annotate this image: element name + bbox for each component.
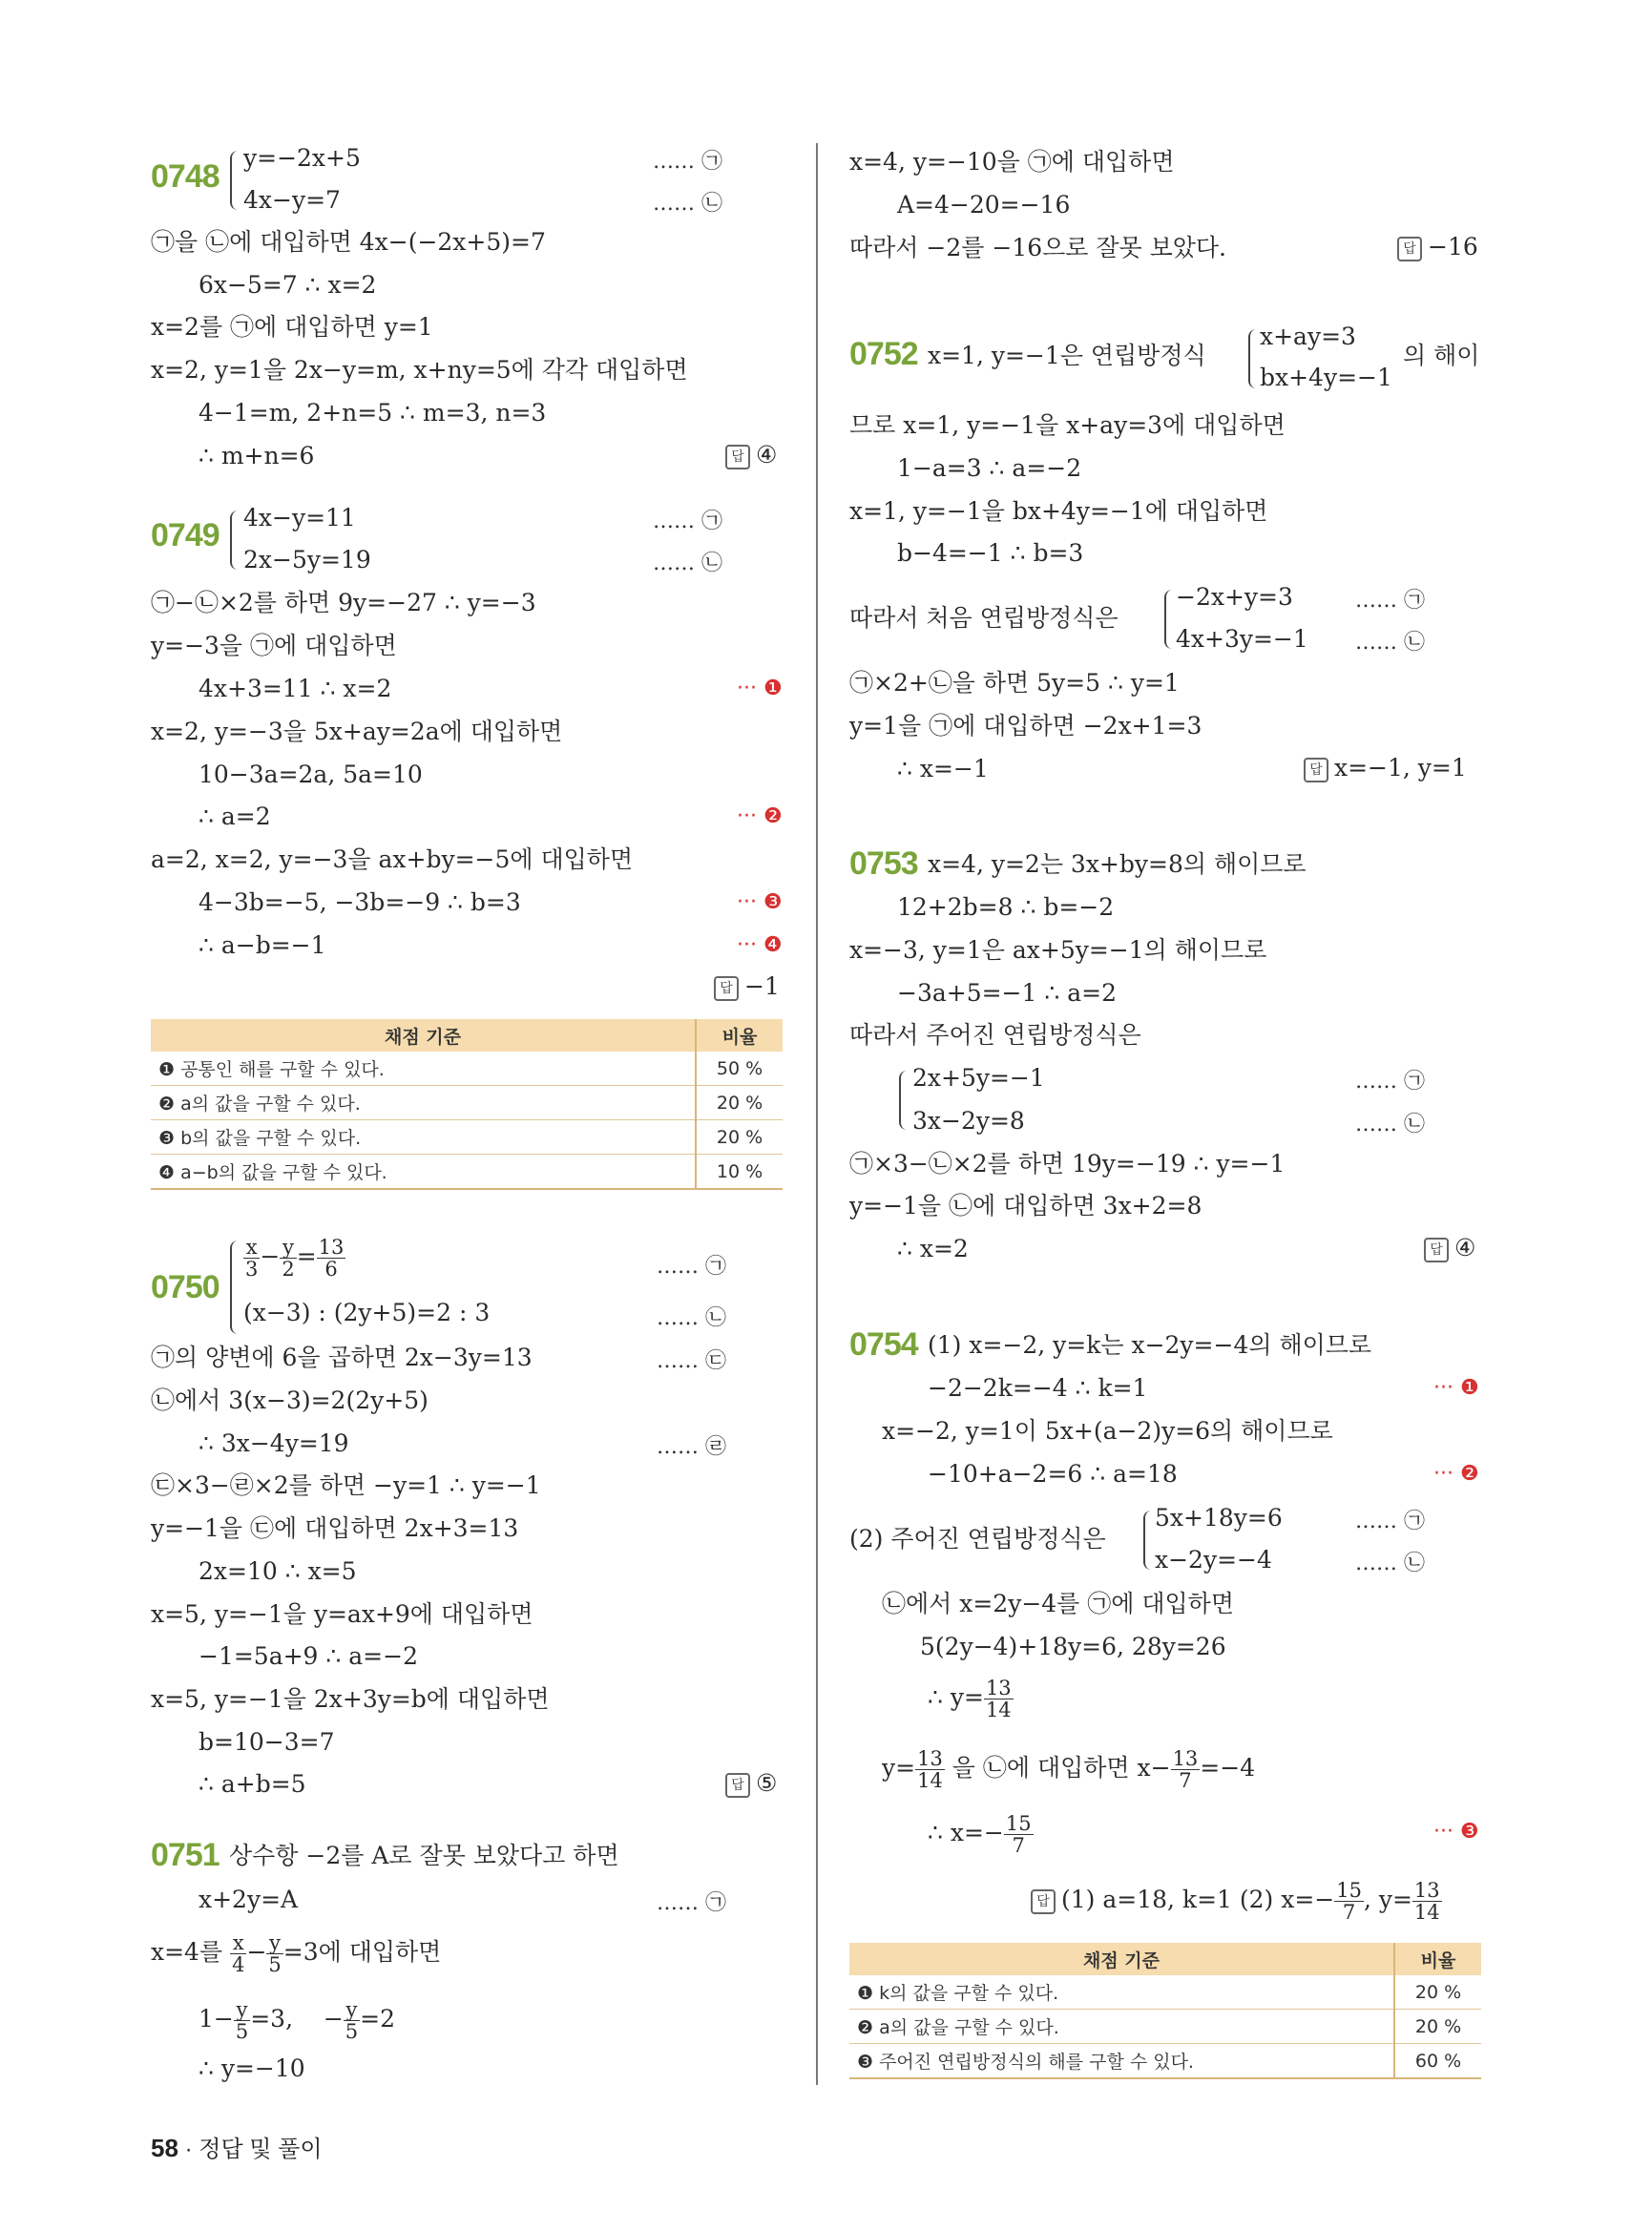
answer-value: x=−1, y=1 bbox=[1334, 754, 1467, 782]
solution-line: 1− $\frac{y}{5}$ =3, − $\frac{y}{5}$ =2 bbox=[199, 1998, 396, 2043]
ratio: 60 % bbox=[1394, 2044, 1481, 2079]
equation-tag: …… ㉡ bbox=[653, 192, 722, 216]
equation-tag: …… ㉠ bbox=[657, 1891, 726, 1915]
step-marker-1: ··· ❶ bbox=[1433, 1376, 1479, 1400]
solution-line: ㉢×3−㉣×2를 하면 −y=1 ∴ y=−1 bbox=[151, 1471, 541, 1499]
solution-line: x=4, y=2는 3x+by=8의 해이므로 bbox=[928, 850, 1307, 878]
page-number: 58 bbox=[151, 2134, 178, 2162]
criterion: ❸ 주어진 연립방정식의 해를 구할 수 있다. bbox=[849, 2044, 1394, 2079]
system-brace bbox=[230, 151, 240, 210]
fraction: $\frac{13}{14}$ bbox=[1413, 1879, 1440, 1924]
equation: bx+4y=−1 bbox=[1260, 364, 1392, 391]
equation-tag: …… ㉡ bbox=[653, 552, 722, 575]
problem-number-0748: 0748 bbox=[151, 158, 220, 195]
page-footer bbox=[151, 2130, 323, 2163]
solution-line: 의 해이 bbox=[1403, 342, 1480, 369]
solution-line: ∴ a−b=−1 bbox=[199, 931, 326, 959]
equation: 2x+5y=−1 bbox=[912, 1064, 1045, 1092]
solution-line: ㉡에서 x=2y−4를 ㉠에 대입하면 bbox=[882, 1590, 1234, 1617]
solution-line: x=−3, y=1은 ax+5y=−1의 해이므로 bbox=[849, 936, 1267, 964]
solution-line: (1) x=−2, y=k는 x−2y=−4의 해이므로 bbox=[928, 1331, 1372, 1359]
equation-tag: …… ㉠ bbox=[1355, 1510, 1425, 1533]
equation: y=−2x+5 bbox=[243, 144, 361, 172]
solution-line: y=−1을 ㉢에 대입하면 2x+3=13 bbox=[151, 1514, 519, 1542]
solution-line: 1−a=3 ∴ a=−2 bbox=[897, 454, 1082, 482]
solution-line: ∴ x=2 bbox=[897, 1235, 969, 1262]
equation: (x−3) : (2y+5)=2 : 3 bbox=[243, 1299, 491, 1326]
ratio: 50 % bbox=[696, 1052, 783, 1086]
fraction: $\frac{15}{7}$ bbox=[1336, 1879, 1362, 1924]
solution-line: a=2, x=2, y=−3을 ax+by=−5에 대입하면 bbox=[151, 845, 634, 873]
step-marker-2: ··· ❷ bbox=[1433, 1462, 1479, 1486]
fraction: $\frac{y}{5}$ bbox=[268, 1931, 282, 1976]
solution-line: b−4=−1 ∴ b=3 bbox=[897, 539, 1084, 567]
fraction: $\frac{13}{14}$ bbox=[917, 1747, 943, 1792]
solution-line: ∴ a+b=5 bbox=[199, 1770, 306, 1798]
fraction: $\frac{x}{3}$ bbox=[245, 1236, 259, 1281]
criterion: ❷ a의 값을 구할 수 있다. bbox=[849, 2010, 1394, 2044]
equation: $\frac{x}{3}$ − $\frac{y}{2}$ = $\frac{13}{6}$ bbox=[245, 1236, 345, 1281]
answer bbox=[714, 972, 780, 1001]
equation: 5x+18y=6 bbox=[1155, 1504, 1283, 1532]
problem-number-0752: 0752 bbox=[849, 336, 918, 372]
equation: 4x+3y=−1 bbox=[1176, 625, 1308, 653]
solution-line: ㉠×2+㉡을 하면 5y=5 ∴ y=1 bbox=[849, 669, 1180, 697]
equation-tag: …… ㉠ bbox=[1355, 589, 1425, 613]
equation-tag: …… ㉠ bbox=[653, 150, 722, 174]
table-header: 채점 기준 bbox=[849, 1943, 1394, 1975]
table-header: 채점 기준 bbox=[151, 1019, 696, 1052]
solution-line: ∴ a=2 bbox=[199, 803, 271, 830]
answer bbox=[725, 1769, 777, 1798]
solution-line: ∴ m+n=6 bbox=[199, 442, 315, 469]
solution-line: ㉠을 ㉡에 대입하면 4x−(−2x+5)=7 bbox=[151, 228, 546, 256]
system-brace bbox=[1164, 590, 1174, 649]
solution-line: ∴ 3x−4y=19 bbox=[199, 1429, 349, 1457]
solution-line: x=1, y=−1은 연립방정식 bbox=[928, 342, 1206, 369]
equation: x−2y=−4 bbox=[1155, 1546, 1272, 1574]
criterion: ❶ 공통인 해를 구할 수 있다. bbox=[151, 1052, 696, 1086]
solution-line: −10+a−2=6 ∴ a=18 bbox=[928, 1460, 1178, 1488]
table-row bbox=[849, 2044, 1481, 2079]
fraction: $\frac{y}{5}$ bbox=[235, 1998, 249, 2043]
solution-line: y= $\frac{13}{14}$ 을 ㉡에 대입하면 x− $\frac{13}{7}$ =−4 bbox=[882, 1747, 1256, 1792]
equation-tag: …… ㉡ bbox=[1355, 631, 1425, 655]
solution-line: −3a+5=−1 ∴ a=2 bbox=[897, 979, 1117, 1007]
solution-line: ㉡에서 3(x−3)=2(2y+5) bbox=[151, 1387, 429, 1414]
fraction: $\frac{15}{7}$ bbox=[1005, 1812, 1032, 1857]
table-header: 비율 bbox=[696, 1019, 783, 1052]
table-row bbox=[151, 1086, 783, 1120]
problem-number-0753: 0753 bbox=[849, 845, 918, 882]
equation: 2x−5y=19 bbox=[243, 546, 371, 573]
solution-line: −1=5a+9 ∴ a=−2 bbox=[199, 1642, 418, 1670]
table-row bbox=[849, 1975, 1481, 2010]
solution-line: x=−2, y=1이 5x+(a−2)y=6의 해이므로 bbox=[882, 1417, 1333, 1445]
ratio: 10 % bbox=[696, 1155, 783, 1190]
equation-tag: …… ㉡ bbox=[657, 1306, 726, 1330]
table-row bbox=[849, 2010, 1481, 2044]
problem-number-0754: 0754 bbox=[849, 1326, 918, 1363]
answer: 답 (1) a=18, k=1 (2) x=− $\frac{15}{7}$ , y= $\frac{13}{14}$ bbox=[1031, 1880, 1442, 1923]
system-brace bbox=[899, 1071, 909, 1130]
solution-line: ㉠−㉡×2를 하면 9y=−27 ∴ y=−3 bbox=[151, 589, 536, 616]
equation: 4x−y=7 bbox=[243, 186, 341, 214]
solution-line: ∴ x=−1 bbox=[897, 755, 989, 782]
system-brace bbox=[230, 1241, 240, 1334]
criterion: ❹ a−b의 값을 구할 수 있다. bbox=[151, 1155, 696, 1190]
answer-value: ④ bbox=[1454, 1234, 1476, 1261]
equation-tag: …… ㉠ bbox=[657, 1255, 726, 1279]
table-row bbox=[151, 1155, 783, 1190]
equation: −2x+y=3 bbox=[1176, 583, 1293, 611]
answer-icon: 답 bbox=[1304, 758, 1328, 782]
answer-icon: 답 bbox=[1424, 1238, 1449, 1262]
system-brace bbox=[1248, 329, 1258, 388]
solution-line: 따라서 주어진 연립방정식은 bbox=[849, 1021, 1141, 1049]
footer-separator: · bbox=[184, 2137, 193, 2162]
ratio: 20 % bbox=[696, 1120, 783, 1155]
table-header: 비율 bbox=[1394, 1943, 1481, 1975]
answer-icon: 답 bbox=[725, 445, 750, 469]
fraction: $\frac{x}{4}$ bbox=[232, 1931, 245, 1976]
solution-line: 4−1=m, 2+n=5 ∴ m=3, n=3 bbox=[199, 399, 547, 427]
solution-line: 4x+3=11 ∴ x=2 bbox=[199, 675, 392, 702]
equation-tag: …… ㉠ bbox=[1355, 1070, 1425, 1094]
equation-tag: …… ㉠ bbox=[653, 510, 722, 533]
solution-line: x=1, y=−1을 bx+4y=−1에 대입하면 bbox=[849, 497, 1268, 525]
solution-line: x=5, y=−1을 2x+3y=b에 대입하면 bbox=[151, 1685, 550, 1713]
column-divider bbox=[816, 143, 818, 2085]
answer-icon: 답 bbox=[1031, 1889, 1056, 1914]
solution-line: 12+2b=8 ∴ b=−2 bbox=[897, 893, 1115, 921]
solution-line: x=2, y=1을 2x−y=m, x+ny=5에 각각 대입하면 bbox=[151, 356, 688, 384]
answer-value: −1 bbox=[744, 972, 780, 1000]
step-marker-1: ··· ❶ bbox=[737, 677, 783, 700]
equation: x+ay=3 bbox=[1260, 323, 1356, 350]
answer-icon: 답 bbox=[725, 1773, 750, 1798]
equation-tag: …… ㉢ bbox=[657, 1349, 726, 1373]
solution-line: x=4, y=−10을 ㉠에 대입하면 bbox=[849, 148, 1175, 176]
solution-line: 10−3a=2a, 5a=10 bbox=[199, 761, 423, 788]
grading-table bbox=[151, 1019, 783, 1190]
equation: 3x−2y=8 bbox=[912, 1107, 1025, 1135]
solution-line: 5(2y−4)+18y=6, 28y=26 bbox=[920, 1633, 1226, 1660]
solution-line: 6x−5=7 ∴ x=2 bbox=[199, 271, 377, 299]
solution-line: x+2y=A bbox=[199, 1886, 299, 1913]
equation: 4x−y=11 bbox=[243, 504, 356, 532]
criterion: ❷ a의 값을 구할 수 있다. bbox=[151, 1086, 696, 1120]
solution-line: 따라서 −2를 −16으로 잘못 보았다. bbox=[849, 234, 1226, 261]
solution-line: ㉠의 양변에 6을 곱하면 2x−3y=13 bbox=[151, 1344, 533, 1371]
step-marker-2: ··· ❷ bbox=[737, 804, 783, 828]
solution-line: b=10−3=7 bbox=[199, 1728, 335, 1756]
solution-line: 2x=10 ∴ x=5 bbox=[199, 1557, 357, 1585]
grading-table bbox=[849, 1943, 1481, 2079]
table-row bbox=[151, 1120, 783, 1155]
solution-line: A=4−20=−16 bbox=[897, 191, 1071, 219]
system-brace bbox=[1143, 1511, 1153, 1570]
step-marker-3: ··· ❸ bbox=[1433, 1820, 1479, 1844]
answer-value: ④ bbox=[756, 441, 778, 469]
answer-icon: 답 bbox=[714, 976, 739, 1001]
solution-line: y=−1을 ㉡에 대입하면 3x+2=8 bbox=[849, 1192, 1202, 1220]
equation-tag: …… ㉡ bbox=[1355, 1113, 1425, 1136]
ratio: 20 % bbox=[1394, 2010, 1481, 2044]
table-row bbox=[151, 1052, 783, 1086]
solution-line: 상수항 −2를 A로 잘못 보았다고 하면 bbox=[229, 1842, 619, 1869]
solution-line: ∴ y=−10 bbox=[199, 2054, 305, 2082]
solution-line: ㉠×3−㉡×2를 하면 19y=−19 ∴ y=−1 bbox=[849, 1150, 1286, 1178]
fraction: $\frac{y}{5}$ bbox=[345, 1998, 359, 2043]
solution-line: x=2를 ㉠에 대입하면 y=1 bbox=[151, 313, 433, 341]
solution-line: 4−3b=−5, −3b=−9 ∴ b=3 bbox=[199, 888, 521, 916]
answer bbox=[1424, 1234, 1475, 1262]
step-marker-3: ··· ❸ bbox=[737, 890, 783, 914]
equation-tag: …… ㉣ bbox=[657, 1435, 726, 1459]
fraction: $\frac{y}{2}$ bbox=[282, 1236, 295, 1281]
answer bbox=[1304, 754, 1467, 782]
footer-title: 정답 및 풀이 bbox=[199, 2137, 323, 2162]
solution-line: x=5, y=−1을 y=ax+9에 대입하면 bbox=[151, 1600, 533, 1628]
answer bbox=[1397, 233, 1478, 261]
solution-line: x=2, y=−3을 5x+ay=2a에 대입하면 bbox=[151, 718, 563, 745]
solution-line: ∴ y= $\frac{13}{14}$ bbox=[928, 1677, 1012, 1721]
solution-line: y=−3을 ㉠에 대입하면 bbox=[151, 632, 397, 659]
solution-line: −2−2k=−4 ∴ k=1 bbox=[928, 1374, 1148, 1402]
fraction: $\frac{13}{6}$ bbox=[318, 1236, 345, 1281]
criterion: ❸ b의 값을 구할 수 있다. bbox=[151, 1120, 696, 1155]
problem-number-0749: 0749 bbox=[151, 517, 220, 553]
fraction: $\frac{13}{7}$ bbox=[1172, 1747, 1199, 1792]
ratio: 20 % bbox=[696, 1086, 783, 1120]
fraction: $\frac{13}{14}$ bbox=[985, 1677, 1012, 1721]
solution-line: x=4를 $\frac{x}{4}$ − $\frac{y}{5}$ =3에 대입하면 bbox=[151, 1931, 442, 1976]
solution-line: 따라서 처음 연립방정식은 bbox=[849, 604, 1119, 632]
answer bbox=[725, 441, 777, 469]
solution-line: (2) 주어진 연립방정식은 bbox=[849, 1525, 1106, 1553]
solution-line: 므로 x=1, y=−1을 x+ay=3에 대입하면 bbox=[849, 411, 1286, 439]
equation-tag: …… ㉡ bbox=[1355, 1552, 1425, 1575]
solution-line: y=1을 ㉠에 대입하면 −2x+1=3 bbox=[849, 712, 1202, 740]
system-brace bbox=[230, 511, 240, 570]
ratio: 20 % bbox=[1394, 1975, 1481, 2010]
problem-number-0750: 0750 bbox=[151, 1269, 220, 1305]
problem-number-0751: 0751 bbox=[151, 1837, 220, 1873]
solution-line: ∴ x=− $\frac{15}{7}$ bbox=[928, 1812, 1032, 1857]
step-marker-4: ··· ❹ bbox=[737, 933, 783, 957]
criterion: ❶ k의 값을 구할 수 있다. bbox=[849, 1975, 1394, 2010]
answer-icon: 답 bbox=[1397, 237, 1422, 261]
answer-value: ⑤ bbox=[756, 1769, 778, 1797]
answer-value: −16 bbox=[1428, 233, 1478, 261]
